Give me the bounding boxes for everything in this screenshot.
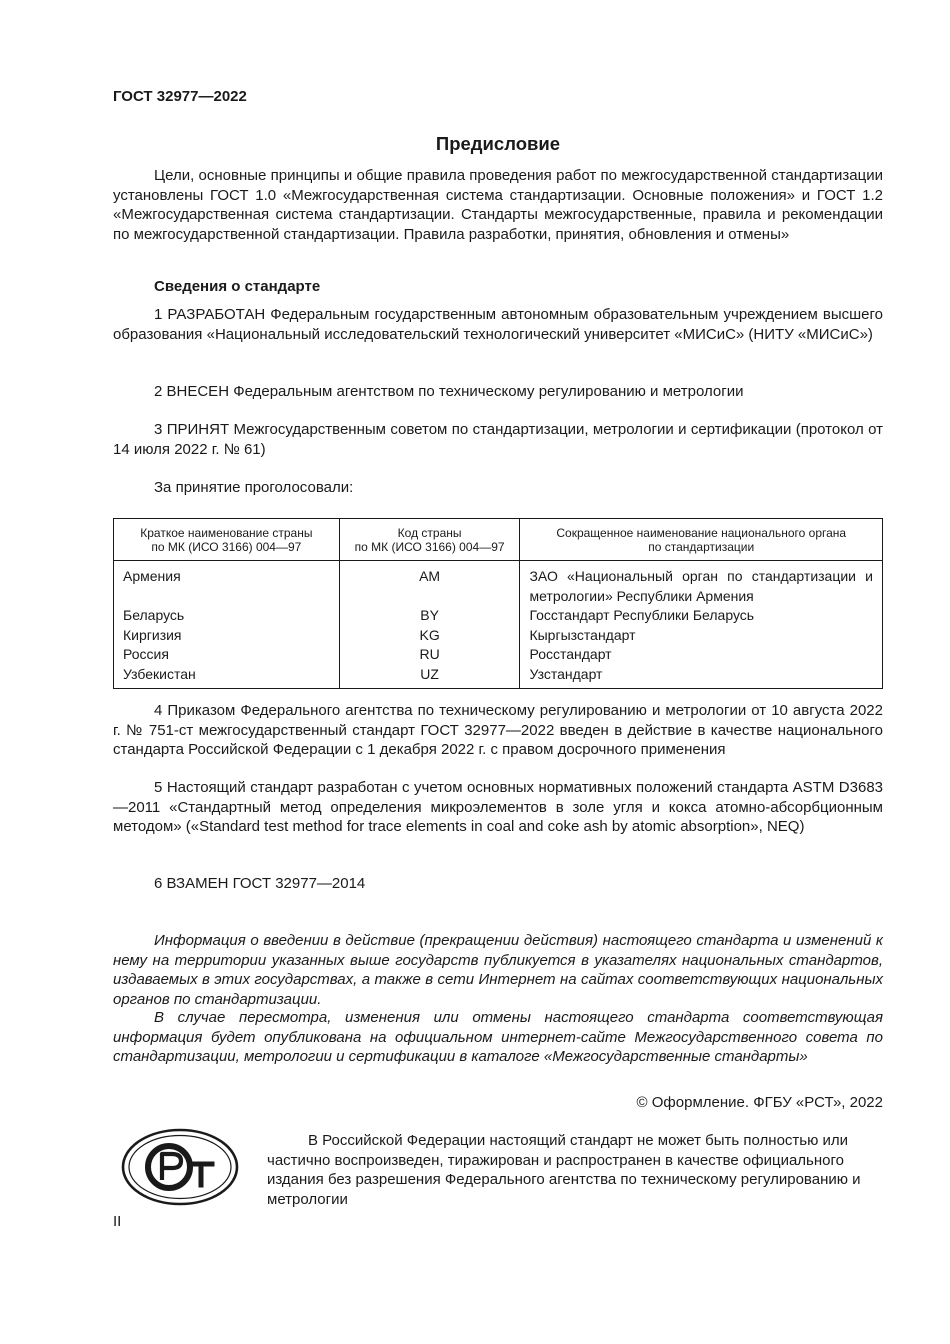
info-paragraph-1: Информация о введении в действие (прекращении действия) настоящего стандарта и изменений к нему на территории указанных выше государств публикуется в указателях национальных стандартов, издаваемых в этих государствах, а также в сети Интернет на сайтах соответствующих национальных органов по стандартизации.	[113, 932, 883, 1008]
item-3-adopted: 3 ПРИНЯТ Межгосударственным советом по стандартизации, метрологии и сертификации (протокол от 14 июля 2022 г. № 61)	[113, 421, 883, 458]
header-organization: Сокращенное наименование национального органа по стандартизации	[520, 519, 883, 561]
country-cell: Армения	[114, 561, 340, 607]
table-header-row	[114, 519, 883, 561]
info-paragraph-2: В случае пересмотра, изменения или отмены настоящего стандарта соответствующая информация будет опубликована на официальном интернет-сайте Межгосударственного совета по стандартизации, метрологии и сертификации в каталоге «Межгосударственные стандарты»	[113, 1009, 883, 1065]
voted-label: За принятие проголосовали:	[154, 479, 354, 496]
code-cell: UZ	[339, 665, 520, 688]
document-id-header: ГОСТ 32977—2022	[113, 88, 247, 105]
copyright-line: © Оформление. ФГБУ «РСТ», 2022	[636, 1094, 883, 1111]
organization-cell: Узстандарт	[520, 665, 883, 688]
organization-cell: Госстандарт Республики Беларусь	[520, 606, 883, 626]
reproduction-notice: В Российской Федерации настоящий стандарт не может быть полностью или частично воспроизведен, тиражирован и распространен в качестве официального издания без разрешения Федерального агентства по техническому регулированию и метрологии	[267, 1132, 861, 1208]
page-number: II	[113, 1213, 122, 1230]
page-title: Предисловие	[435, 133, 561, 154]
code-cell: KG	[339, 626, 520, 646]
country-cell: Беларусь	[114, 606, 340, 626]
item-5-basis: 5 Настоящий стандарт разработан с учетом основных нормативных положений стандарта ASTM D3683—2011 «Стандартный метод определения микроэлементов в золе угля и кокса атомно-абсорбционным методом» («Standard test method for trace elements in coal and coke ash by atomic absorption», NEQ)	[113, 779, 883, 835]
country-cell: Узбекистан	[114, 665, 340, 688]
item-4-order: 4 Приказом Федерального агентства по техническому регулированию и метрологии от 10 августа 2022 г. № 751-ст межгосударственный стандарт ГОСТ 32977—2022 введен в действие в качестве национального стандарта Российской Федерации с 1 декабря 2022 г. с правом досрочного применения	[113, 702, 883, 758]
organization-cell: Росстандарт	[520, 645, 883, 665]
code-cell: BY	[339, 606, 520, 626]
voting-countries-table	[113, 518, 883, 689]
organization-cell: Кыргызстандарт	[520, 626, 883, 646]
country-cell: Киргизия	[114, 626, 340, 646]
intro-paragraph: Цели, основные принципы и общие правила проведения работ по межгосударственной стандартизации установлены ГОСТ 1.0 «Межгосударственная система стандартизации. Основные положения» и ГОСТ 1.2 «Межгосударственная система стандартизации. Стандарты межгосударственные, правила и рекомендации по межгосударственной стандартизации. Правила разработки, принятия, обновления и отмены»	[113, 167, 883, 243]
header-country: Краткое наименование страны по МК (ИСО 3166) 004—97	[114, 519, 340, 561]
code-cell: RU	[339, 645, 520, 665]
section-title: Сведения о стандарте	[154, 278, 321, 295]
table-row	[114, 665, 883, 688]
item-6-replaces: 6 ВЗАМЕН ГОСТ 32977—2014	[154, 875, 366, 892]
table-row	[114, 606, 883, 626]
item-2-introduced: 2 ВНЕСЕН Федеральным агентством по техническому регулированию и метрологии	[154, 383, 744, 400]
rst-logo-icon	[121, 1128, 239, 1206]
table-row	[114, 626, 883, 646]
table-row	[114, 561, 883, 607]
organization-cell: ЗАО «Национальный орган по стандартизации и метрологии» Республики Армения	[520, 561, 883, 607]
item-1-developed: 1 РАЗРАБОТАН Федеральным государственным автономным образовательным учреждением высшего образования «Национальный исследовательский технологический университет «МИСиС» (НИТУ «МИСиС»)	[113, 306, 883, 343]
header-code: Код страны по МК (ИСО 3166) 004—97	[339, 519, 520, 561]
table-row	[114, 645, 883, 665]
country-cell: Россия	[114, 645, 340, 665]
code-cell: AM	[339, 561, 520, 607]
